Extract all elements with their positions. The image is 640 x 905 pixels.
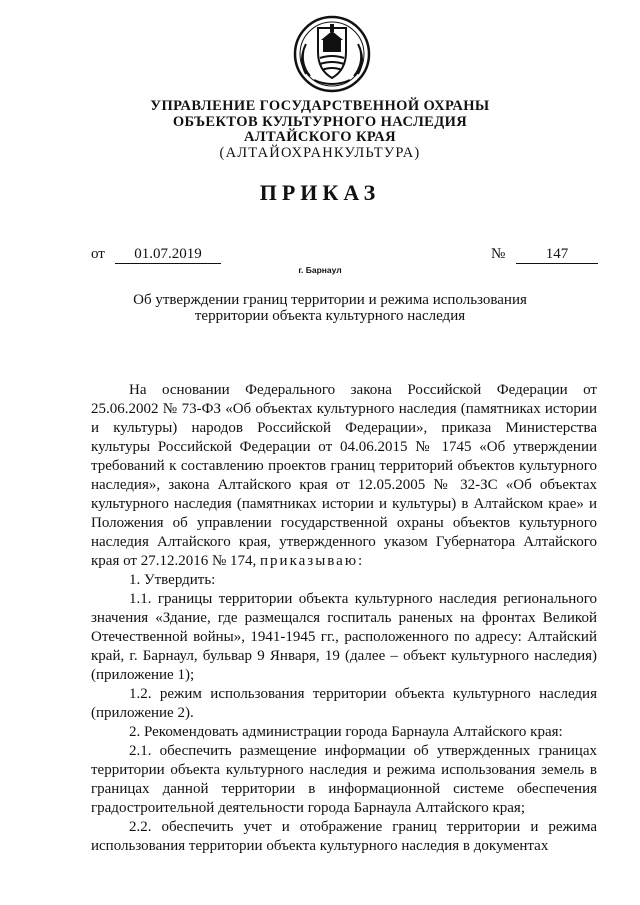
order-word: приказываю:: [260, 553, 365, 569]
city-label: г. Барнаул: [298, 265, 342, 275]
document-subject: [60, 292, 600, 324]
document-body: [91, 381, 597, 856]
org-line-3: АЛТАЙСКОГО КРАЯ: [243, 129, 397, 145]
paragraph-2-1: 2.1. обеспечить размещение информации об утвержденных границах территории объекта культурного наследия и режима использования земель в границах данной территории в информационной системе обеспечения градостроительной деятельности города Барнаула Алтайского края;: [91, 743, 597, 816]
org-line-1: УПРАВЛЕНИЕ ГОСУДАРСТВЕННОЙ ОХРАНЫ: [150, 98, 490, 114]
organization-name: [0, 99, 640, 161]
date-number-line: [91, 246, 597, 266]
paragraph-1: 1. Утвердить:: [129, 572, 216, 588]
number-prefix: №: [491, 246, 506, 262]
org-line-4: (АЛТАЙОХРАНКУЛЬТУРА): [219, 144, 421, 161]
document-date: 01.07.2019: [115, 246, 221, 264]
paragraph-2-2: 2.2. обеспечить учет и отображение границ территории и режима использования территории объекта культурного наследия в документах: [91, 819, 597, 854]
paragraph-1-2: 1.2. режим использования территории объекта культурного наследия (приложение 2).: [91, 686, 597, 721]
org-line-2: ОБЪЕКТОВ КУЛЬТУРНОГО НАСЛЕДИЯ: [172, 113, 468, 130]
paragraph-2: 2. Рекомендовать администрации города Барнаула Алтайского края:: [129, 724, 563, 740]
preamble-text: На основании Федерального закона Российской Федерации от 25.06.2002 № 73-ФЗ «Об объектах культурного наследия (памятниках истории и культуры) народов Российской Федерации», приказа Министерства культуры Российской Федерации от 04.06.2015 № 1745 «Об утверждении требований к составлению проектов границ территорий объектов культурного наследия», закона Алтайского края от 12.05.2005 № 32-ЗС «Об объектах культурного наследия (памятниках истории и культуры) в Алтайском крае» и Положения об управлении государственной охраны объектов культурного наследия Алтайского края, утвержденного указом Губернатора Алтайского края от 27.12.2016 № 174,: [91, 382, 597, 569]
paragraph-preamble: [91, 381, 597, 571]
subject-line-2: территории объекта культурного наследия: [194, 308, 466, 324]
document-type-title: ПРИКАЗ: [259, 180, 381, 205]
paragraph-1-1: 1.1. границы территории объекта культурного наследия регионального значения «Здание, где размещался госпиталь раненых на фронтах Великой Отечественной войны», 1941-1945 гг., расположенного по адресу: Алтайский край, г. Барнаул, бульвар 9 Января, 19 (далее – объект культурного наследия) (приложение 1);: [91, 591, 597, 683]
coat-of-arms-emblem: [292, 14, 372, 94]
subject-line-1: Об утверждении границ территории и режима использования: [133, 292, 527, 308]
date-prefix: от: [91, 246, 105, 262]
document-number: 147: [516, 246, 598, 264]
